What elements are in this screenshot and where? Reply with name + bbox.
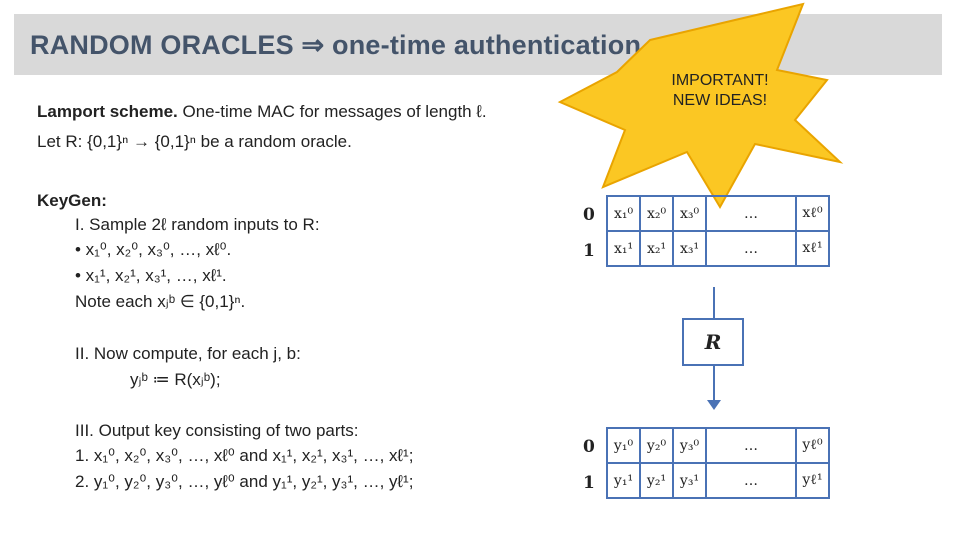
callout-line2: NEW IDEAS! (672, 92, 768, 109)
oracle-definition: Let R: {0,1}ⁿ → {0,1}ⁿ be a random oracle. (37, 132, 352, 151)
connector-line-bottom (713, 364, 715, 402)
keygen-step1: I. Sample 2ℓ random inputs to R: (75, 215, 320, 234)
keygen-note: Note each xⱼᵇ ∈ {0,1}ⁿ. (75, 292, 246, 311)
keygen-part1: 1. x₁⁰, x₂⁰, x₃⁰, …, xℓ⁰ and x₁¹, x₂¹, x₃¹, …, xℓ¹; (75, 446, 414, 465)
oracle-box: R (682, 318, 744, 366)
y-row-label-1: 1 (583, 473, 595, 493)
x-cell: xℓ¹ (796, 231, 829, 266)
x-input-table (606, 195, 830, 267)
keygen-formula: yⱼᵇ ≔ R(xⱼᵇ); (130, 370, 221, 389)
keygen-part2: 2. y₁⁰, y₂⁰, y₃⁰, …, yℓ⁰ and y₁¹, y₂¹, y₃¹, …, yℓ¹; (75, 472, 414, 491)
y-cell: … (706, 428, 796, 463)
x-table-row-0 (607, 196, 829, 231)
lamport-desc: One-time MAC for messages of length ℓ. (182, 102, 487, 121)
keygen-heading: KeyGen: (37, 191, 107, 210)
x-table-row-1 (607, 231, 829, 266)
keygen-bullet1: • x₁⁰, x₂⁰, x₃⁰, …, xℓ⁰. (75, 240, 232, 259)
y-cell: yℓ¹ (796, 463, 829, 498)
y-table-row-0 (607, 428, 829, 463)
x-cell: x₃⁰ (673, 196, 706, 231)
x-cell: x₃¹ (673, 231, 706, 266)
important-callout (640, 71, 800, 111)
x-cell: … (706, 196, 796, 231)
x-cell: x₁¹ (607, 231, 640, 266)
y-cell: y₁⁰ (607, 428, 640, 463)
lamport-line (37, 102, 487, 122)
x-row-label-1: 1 (583, 241, 595, 261)
x-cell: x₂¹ (640, 231, 673, 266)
y-cell: y₃¹ (673, 463, 706, 498)
down-arrow-icon (707, 400, 721, 410)
y-cell: y₂⁰ (640, 428, 673, 463)
y-cell: yℓ⁰ (796, 428, 829, 463)
y-cell: y₁¹ (607, 463, 640, 498)
y-cell: y₂¹ (640, 463, 673, 498)
callout-line1: IMPORTANT! (671, 72, 769, 89)
y-cell: … (706, 463, 796, 498)
x-cell: xℓ⁰ (796, 196, 829, 231)
x-cell: x₂⁰ (640, 196, 673, 231)
x-cell: … (706, 231, 796, 266)
x-cell: x₁⁰ (607, 196, 640, 231)
y-table-row-1 (607, 463, 829, 498)
keygen-step2: II. Now compute, for each j, b: (75, 344, 301, 363)
x-row-label-0: 0 (583, 205, 595, 225)
y-row-label-0: 0 (583, 437, 595, 457)
lamport-heading: Lamport scheme. (37, 102, 178, 121)
keygen-step3: III. Output key consisting of two parts: (75, 421, 359, 440)
connector-line-top (713, 287, 715, 318)
y-output-table (606, 427, 830, 499)
y-cell: y₃⁰ (673, 428, 706, 463)
slide-title: RANDOM ORACLES ⇒ one-time authentication (30, 30, 642, 60)
keygen-bullet2: • x₁¹, x₂¹, x₃¹, …, xℓ¹. (75, 266, 227, 285)
